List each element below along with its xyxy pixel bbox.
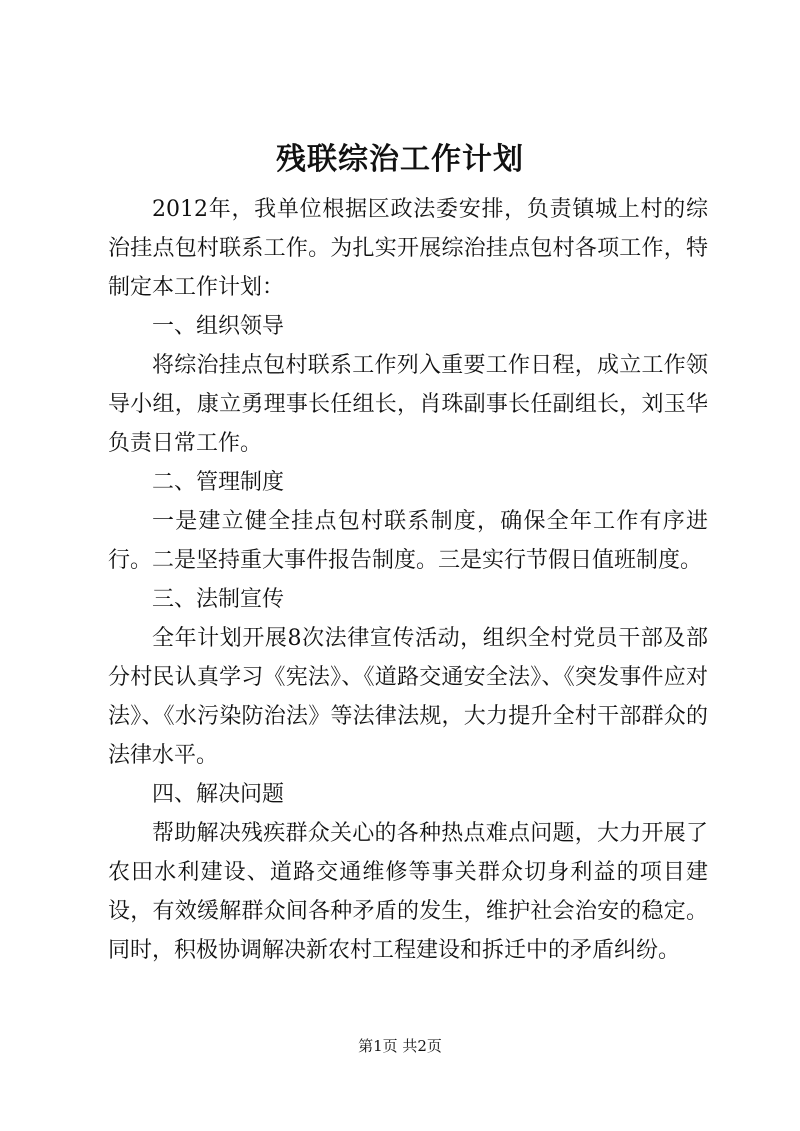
section-heading-4: 四、解决问题 [152, 782, 285, 807]
intro-paragraph: 2012年，我单位根据区政法委安排，负责镇城上村的综治挂点包村联系工作。为扎实开展综治挂点包村各项工作，特制定本工作计划： [108, 197, 708, 300]
section-heading-2: 二、管理制度 [152, 470, 285, 495]
document-body [108, 190, 708, 970]
section-body-2: 一是建立健全挂点包村联系制度，确保全年工作有序进行。二是坚持重大事件报告制度。三是实行节假日值班制度。 [108, 509, 708, 573]
section-heading-3: 三、法制宣传 [152, 587, 285, 612]
document-title: 残联综治工作计划 [276, 142, 524, 177]
section-body-1: 将综治挂点包村联系工作列入重要工作日程，成立工作领导小组，康立勇理事长任组长，肖珠副事长任副组长，刘玉华负责日常工作。 [108, 353, 708, 456]
section-body-4: 帮助解决残疾群众关心的各种热点难点问题，大力开展了农田水利建设、道路交通维修等事关群众切身利益的项目建设，有效缓解群众间各种矛盾的发生，维护社会治安的稳定。同时，积极协调解决新农村工程建设和拆迁中的矛盾纠纷。 [108, 821, 708, 963]
page-number-footer: 第1页 共2页 [358, 1037, 442, 1055]
section-heading-1: 一、组织领导 [152, 314, 285, 339]
section-body-3: 全年计划开展8次法律宣传活动，组织全村党员干部及部分村民认真学习《宪法》、《道路交通安全法》、《突发事件应对法》、《水污染防治法》等法律法规，大力提升全村干部群众的法律水平。 [108, 626, 708, 768]
